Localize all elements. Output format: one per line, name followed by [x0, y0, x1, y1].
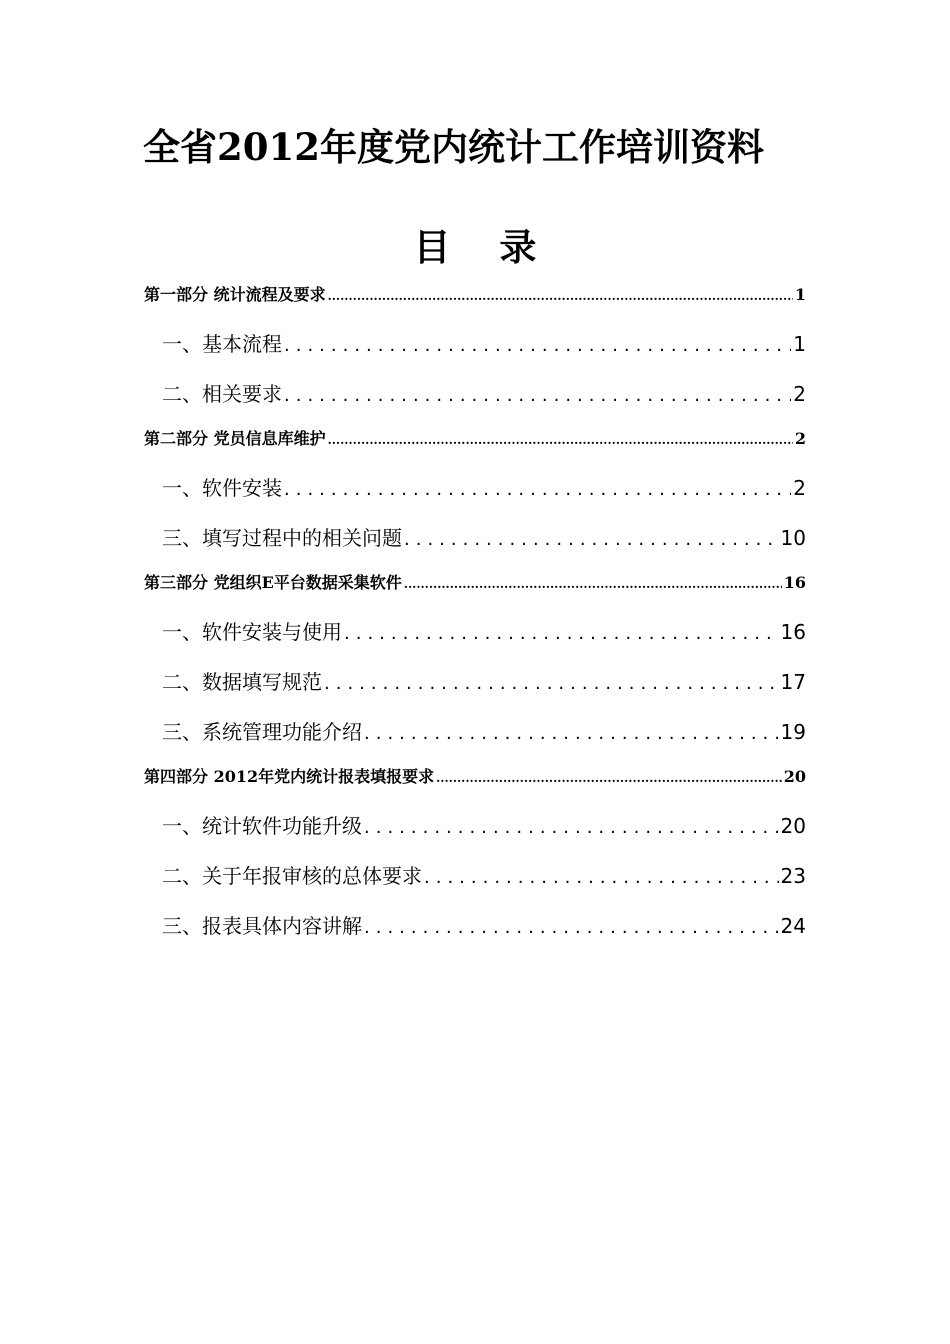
- toc-entry-part-4[interactable]: [144, 766, 806, 788]
- toc-entry-part-1[interactable]: [144, 284, 806, 306]
- toc-entry-part-2[interactable]: [144, 428, 806, 450]
- toc-entry-page: 24: [780, 914, 806, 938]
- toc-leader-dots: [424, 864, 779, 890]
- toc-entry-part-3[interactable]: [144, 572, 806, 594]
- toc-entry-sub[interactable]: [162, 912, 806, 940]
- document-title: 全省2012年度党内统计工作培训资料: [143, 125, 764, 169]
- toc-leader-dots: [284, 476, 791, 502]
- toc-entry-text: 一、统计软件功能升级: [162, 814, 362, 838]
- toc-entry-sub[interactable]: [162, 380, 806, 408]
- toc-entry-text: 二、数据填写规范: [162, 670, 322, 694]
- toc-entry-text: 二、相关要求: [162, 382, 282, 406]
- toc-entry-page: 20: [780, 814, 806, 838]
- toc-entry-text: 一、软件安装与使用: [162, 620, 342, 644]
- toc-entry-page: 1: [793, 332, 806, 356]
- toc-entry-page: 23: [780, 864, 806, 888]
- toc-entry-sub[interactable]: [162, 718, 806, 746]
- toc-entry-sub[interactable]: [162, 862, 806, 890]
- toc-leader-dots: [364, 914, 779, 940]
- toc-leader-dots: [364, 814, 779, 840]
- toc-entry-text: 三、报表具体内容讲解: [162, 914, 362, 938]
- toc-entry-page: 20: [783, 767, 806, 786]
- toc-entry-text: 三、系统管理功能介绍: [162, 720, 362, 744]
- toc-entry-text: 一、软件安装: [162, 476, 282, 500]
- toc-entry-page: 16: [780, 620, 806, 644]
- toc-leader-dots: [404, 526, 779, 552]
- toc-entry-sub[interactable]: [162, 618, 806, 646]
- toc-leader-dots: [328, 429, 793, 450]
- toc-entry-text: 第一部分 统计流程及要求: [144, 285, 326, 304]
- toc-leader-dots: [284, 332, 791, 358]
- toc-leader-dots: [324, 670, 779, 696]
- toc-entry-page: 17: [780, 670, 806, 694]
- toc-heading: 目 录: [413, 225, 555, 269]
- toc-entry-sub[interactable]: [162, 812, 806, 840]
- toc-leader-dots: [344, 620, 779, 646]
- toc-entry-page: 2: [793, 476, 806, 500]
- toc-entry-text: 三、填写过程中的相关问题: [162, 526, 402, 550]
- toc-leader-dots: [404, 573, 782, 594]
- toc-leader-dots: [328, 285, 793, 306]
- toc-entry-page: 2: [794, 429, 806, 448]
- toc-entry-text: 第三部分 党组织E平台数据采集软件: [144, 573, 402, 592]
- toc-entry-page: 10: [780, 526, 806, 550]
- toc-entry-page: 2: [793, 382, 806, 406]
- toc-entry-text: 二、关于年报审核的总体要求: [162, 864, 422, 888]
- toc-entry-sub[interactable]: [162, 474, 806, 502]
- toc-entry-text: 第二部分 党员信息库维护: [144, 429, 326, 448]
- toc-entry-text: 第四部分 2012年党内统计报表填报要求: [144, 767, 435, 786]
- toc-entry-sub[interactable]: [162, 524, 806, 552]
- toc-entry-sub[interactable]: [162, 330, 806, 358]
- toc-leader-dots: [436, 767, 782, 788]
- toc-leader-dots: [364, 720, 779, 746]
- toc-leader-dots: [284, 382, 791, 408]
- toc-entry-page: 1: [794, 285, 806, 304]
- toc-entry-text: 一、基本流程: [162, 332, 282, 356]
- toc-entry-page: 16: [783, 573, 806, 592]
- toc-entry-sub[interactable]: [162, 668, 806, 696]
- toc-entry-page: 19: [780, 720, 806, 744]
